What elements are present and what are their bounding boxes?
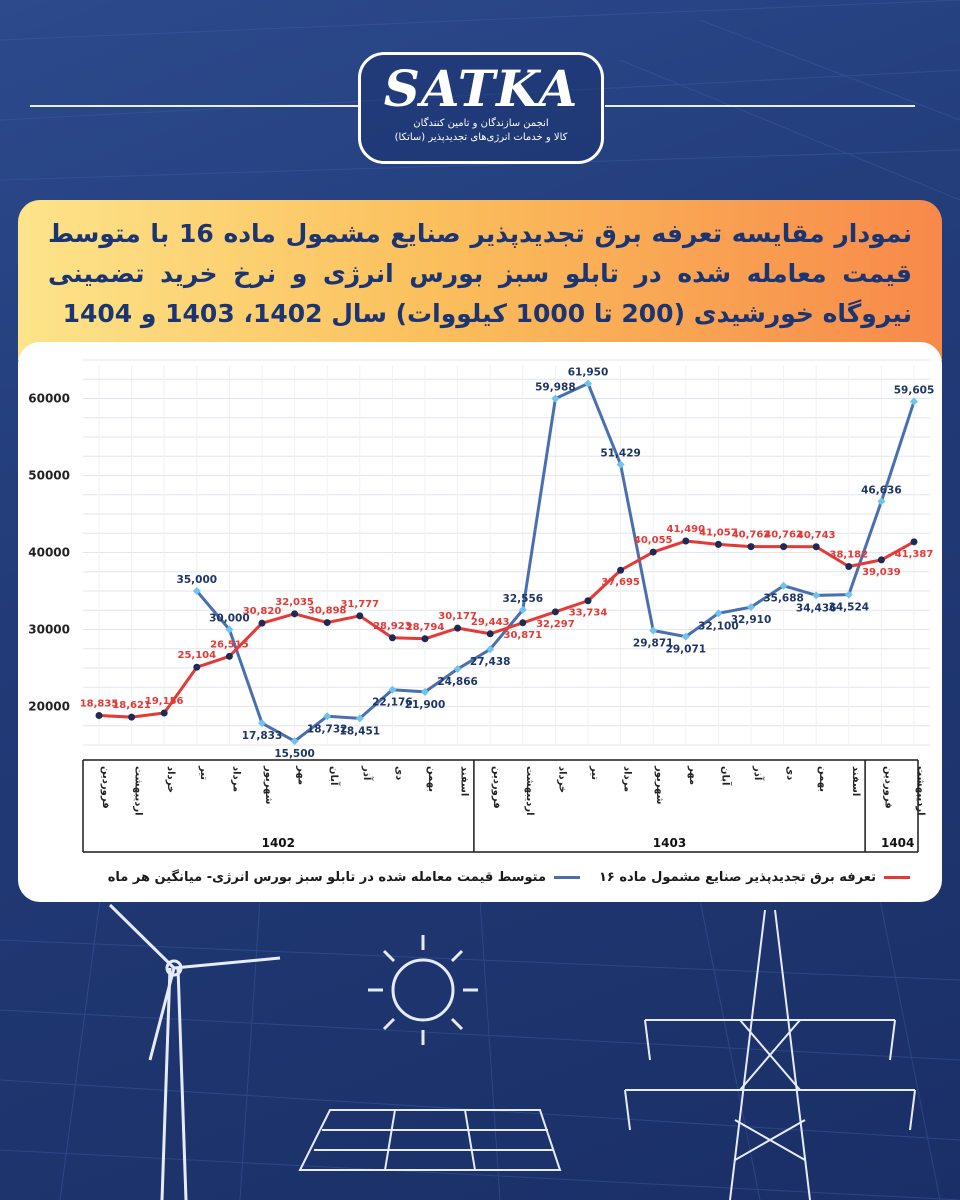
- data-label-blue: 17,833: [241, 730, 283, 743]
- data-label-red: 29,443: [470, 616, 510, 628]
- data-point: [845, 563, 852, 570]
- data-point: [617, 460, 625, 468]
- data-label-blue: 46,636: [861, 484, 902, 497]
- data-label-red: 41,057: [699, 527, 738, 539]
- data-point: [650, 549, 657, 556]
- data-point: [389, 634, 396, 641]
- x-tick-label: بهمن: [426, 766, 437, 793]
- y-tick-label: 20000: [28, 699, 70, 714]
- x-tick-label: آذر: [360, 766, 372, 781]
- data-label-red: 41,387: [894, 548, 934, 560]
- data-label-red: 40,055: [633, 535, 673, 547]
- y-tick-label: 40000: [28, 545, 70, 560]
- x-tick-label: اردیبهشت: [915, 766, 926, 816]
- data-point: [877, 497, 885, 505]
- x-group-label: 1403: [652, 836, 687, 850]
- x-tick-label: شهریور: [263, 766, 274, 805]
- data-label-blue: 32,100: [698, 620, 739, 633]
- data-point: [812, 591, 820, 599]
- data-point: [454, 625, 461, 632]
- data-label-red: 31,777: [340, 598, 380, 610]
- data-point: [356, 612, 363, 619]
- data-label-red: 40,743: [796, 529, 836, 541]
- data-label-red: 30,871: [503, 629, 543, 641]
- data-label-red: 41,490: [666, 524, 706, 536]
- x-tick-label: اسفند: [849, 766, 861, 797]
- data-label-red: 19,156: [144, 695, 184, 707]
- x-tick-label: خرداد: [556, 766, 568, 794]
- x-tick-label: مرداد: [621, 766, 633, 793]
- x-tick-label: مهر: [686, 766, 698, 786]
- x-tick-label: بهمن: [817, 766, 829, 793]
- data-label-blue: 24,866: [437, 676, 478, 689]
- x-tick-label: اسفند: [458, 766, 470, 797]
- x-tick-label: دی: [393, 766, 405, 781]
- data-label-blue: 21,900: [404, 698, 446, 711]
- data-label-red: 37,695: [601, 577, 640, 589]
- data-label-red: 32,297: [536, 618, 575, 630]
- legend-item-blue: [108, 862, 580, 892]
- x-tick-label: شهریور: [654, 766, 666, 805]
- logo-wordmark: SATKA: [383, 59, 579, 118]
- data-point: [422, 635, 429, 642]
- data-label-blue: 22,176: [372, 696, 413, 709]
- x-tick-label: اردیبهشت: [523, 766, 535, 816]
- data-label-red: 30,898: [307, 605, 347, 617]
- logo-subtitle-line2: کالا و خدمات انرژی‌های تجدیدپذیر (ساتکا): [394, 132, 568, 143]
- data-label-blue: 27,438: [469, 656, 511, 669]
- x-tick-label: مرداد: [230, 766, 242, 793]
- data-label-blue: 34,524: [828, 601, 870, 614]
- data-label-red: 25,104: [177, 650, 217, 662]
- chart-title: نمودار مقایسه تعرفه برق تجدیدپذیر صنایع مشمول ماده 16 با متوسط قیمت معامله شده در تابلو سبز بورس انرژی و نرخ خرید تضمینی نیروگاه خورشیدی (200 تا 1000 کیلووات) سال 1402، 1403 و 1404: [48, 219, 912, 328]
- y-tick-label: 60000: [28, 391, 70, 406]
- x-tick-label: فروردین: [491, 766, 503, 809]
- data-point: [161, 709, 168, 716]
- data-label-red: 33,734: [568, 607, 608, 619]
- data-point: [682, 538, 689, 545]
- data-label-red: 39,039: [862, 566, 901, 578]
- data-point: [617, 567, 624, 574]
- data-point: [911, 538, 918, 545]
- data-point: [649, 626, 657, 634]
- x-tick-label: تیر: [197, 766, 209, 781]
- x-tick-label: آبان: [719, 766, 731, 786]
- x-tick-label: تیر: [589, 766, 600, 781]
- data-point: [324, 619, 331, 626]
- data-point: [780, 543, 787, 550]
- data-point: [193, 664, 200, 671]
- data-label-blue: 59,988: [535, 381, 576, 394]
- data-label-blue: 61,950: [567, 366, 609, 379]
- data-label-blue: 32,910: [730, 614, 772, 627]
- data-point: [128, 714, 135, 721]
- x-group-label: 1404: [880, 836, 915, 850]
- data-point: [878, 556, 885, 563]
- legend-item-red: [599, 862, 910, 892]
- data-label-blue: 30,000: [209, 612, 250, 625]
- data-label-blue: 51,429: [600, 447, 641, 460]
- data-label-blue: 29,871: [632, 637, 674, 650]
- data-label-blue: 18,732: [306, 723, 348, 736]
- data-label-red: 28,923: [373, 620, 412, 632]
- data-point: [748, 543, 755, 550]
- legend-label-red: تعرفه برق تجدیدپذیر صنایع مشمول ماده ۱۶: [598, 869, 876, 885]
- data-label-red: 28,794: [405, 621, 445, 633]
- data-label-red: 40,762: [731, 529, 771, 541]
- data-label-blue: 18,451: [339, 725, 381, 738]
- x-tick-label: دی: [784, 766, 796, 781]
- legend-swatch-red: [884, 876, 910, 879]
- data-point: [259, 620, 266, 627]
- data-label-blue: 59,605: [893, 384, 935, 397]
- data-label-blue: 35,000: [176, 574, 218, 586]
- data-point: [813, 543, 820, 550]
- data-label-red: 26,515: [210, 639, 249, 651]
- data-point: [552, 608, 559, 615]
- x-tick-label: فروردین: [100, 766, 111, 809]
- x-tick-label: آبان: [328, 766, 340, 786]
- x-tick-label: خرداد: [165, 766, 177, 794]
- x-tick-label: فروردین: [882, 766, 894, 809]
- legend-swatch-blue: [554, 876, 580, 879]
- data-label-blue: 32,556: [502, 592, 544, 605]
- data-point: [519, 619, 526, 626]
- data-point: [845, 591, 853, 599]
- x-tick-label: مهر: [295, 766, 307, 786]
- data-point: [226, 653, 233, 660]
- data-label-red: 40,762: [764, 529, 803, 541]
- x-tick-label: آذر: [752, 766, 763, 781]
- data-point: [715, 541, 722, 548]
- data-label-red: 32,035: [275, 596, 314, 608]
- data-label-red: 30,820: [242, 606, 282, 618]
- grid-lines: [83, 360, 930, 745]
- data-label-blue: 29,071: [665, 643, 707, 656]
- data-point: [291, 610, 298, 617]
- data-label-blue: 34,436: [795, 602, 837, 615]
- data-point: [487, 630, 494, 637]
- data-label-blue: 35,688: [763, 592, 804, 605]
- x-group-label: 1402: [261, 836, 296, 850]
- logo-subtitle-line1: انجمن سازندگان و تامین کنندگان: [413, 118, 549, 129]
- data-label-red: 18,621: [112, 700, 151, 712]
- data-point: [96, 712, 103, 719]
- y-tick-label: 50000: [28, 468, 70, 483]
- legend-label-blue: متوسط قیمت معامله شده در تابلو سبز بورس انرژی- میانگین هر ماه: [107, 869, 546, 885]
- y-tick-label: 30000: [28, 622, 70, 637]
- data-label-blue: 15,500: [274, 748, 315, 761]
- data-label-red: 30,177: [438, 611, 477, 623]
- data-label-red: 38,182: [829, 549, 869, 561]
- data-label-red: 18,835: [79, 698, 119, 710]
- x-tick-label: اردیبهشت: [132, 766, 144, 816]
- data-point: [585, 597, 592, 604]
